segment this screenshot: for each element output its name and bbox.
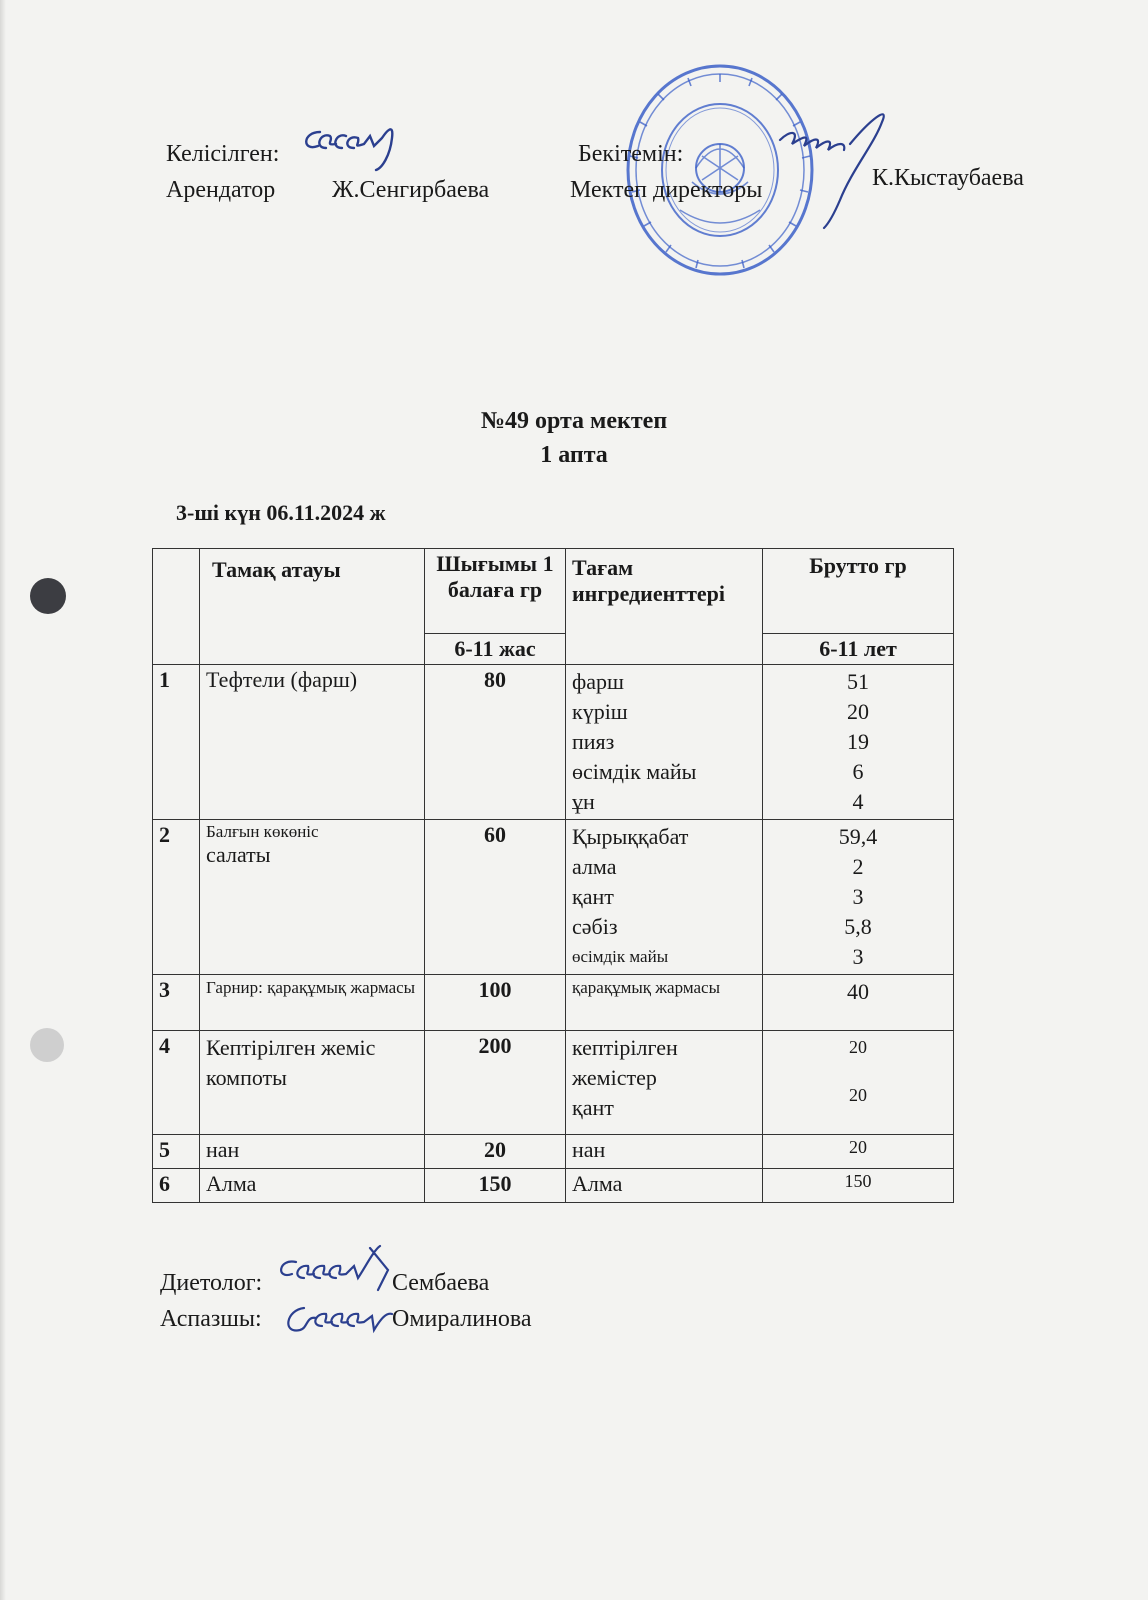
dish-name: Кептірілген жеміс компоты xyxy=(200,1031,425,1135)
school-title: №49 орта мектеп xyxy=(480,408,668,434)
ingredient: сәбіз xyxy=(572,914,618,939)
ingredient: пияз xyxy=(572,729,615,754)
dish-yield: 80 xyxy=(425,665,566,820)
punch-hole xyxy=(30,1028,64,1062)
brutto-list xyxy=(763,1031,954,1135)
menu-table xyxy=(152,548,954,1203)
brutto-value: 6 xyxy=(852,759,864,784)
agreed-label: Келісілген: xyxy=(166,141,280,167)
dish-name: Тефтели (фарш) xyxy=(200,665,425,820)
brutto-value: 19 xyxy=(847,729,869,754)
brutto-value: 40 xyxy=(847,979,869,1004)
cook-label: Аспазшы: xyxy=(160,1306,262,1332)
brutto-value: 20 xyxy=(849,1037,867,1057)
ingredient: қант xyxy=(572,884,614,909)
day-date: 3-ші күн 06.11.2024 ж xyxy=(176,500,386,525)
ingredients-list xyxy=(566,975,763,1031)
brutto-value: 20 xyxy=(763,1135,954,1169)
ingredients-list xyxy=(566,820,763,975)
week-title: 1 апта xyxy=(540,442,608,468)
brutto-value: 4 xyxy=(852,789,864,814)
ingredient: күріш xyxy=(572,699,628,724)
ingredient: нан xyxy=(566,1135,763,1169)
table-row xyxy=(153,820,954,975)
row-num: 1 xyxy=(153,665,200,820)
ingredient: өсімдік майы xyxy=(572,759,697,784)
brutto-list xyxy=(763,665,954,820)
header-dish-name: Тамақ атауы xyxy=(200,549,425,665)
header-ingredients: Тағам ингредиенттері xyxy=(566,549,763,665)
brutto-value: 3 xyxy=(852,884,864,909)
dish-name-cell xyxy=(200,975,425,1031)
ingredient: Алма xyxy=(566,1169,763,1203)
ingredient: фарш xyxy=(572,669,624,694)
ingredient: қарақұмық жармасы xyxy=(572,978,720,997)
dietitian-name: Сембаева xyxy=(392,1270,490,1296)
header-row xyxy=(153,549,954,634)
dietitian-label: Диетолог: xyxy=(160,1270,263,1296)
dish-name-small: Балғын көкөніс xyxy=(206,822,319,841)
dish-yield: 200 xyxy=(425,1031,566,1135)
ingredients-list xyxy=(566,1031,763,1135)
punch-hole xyxy=(30,578,66,614)
brutto-value: 150 xyxy=(763,1169,954,1203)
dish-name-cell xyxy=(200,820,425,975)
ingredients-list xyxy=(566,665,763,820)
brutto-value: 20 xyxy=(849,1085,867,1105)
brutto-list xyxy=(763,975,954,1031)
brutto-value: 2 xyxy=(852,854,864,879)
dish-yield: 150 xyxy=(425,1169,566,1203)
brutto-value: 5,8 xyxy=(844,914,872,939)
tenant-signature xyxy=(296,108,416,174)
ingredient: ұн xyxy=(572,789,595,814)
brutto-value: 3 xyxy=(852,944,864,969)
dish-name: Алма xyxy=(200,1169,425,1203)
brutto-value: 59,4 xyxy=(838,824,878,849)
dish-yield: 20 xyxy=(425,1135,566,1169)
ingredient: жемістер xyxy=(572,1065,657,1090)
header-yield-age: 6-11 жас xyxy=(425,634,566,665)
cook-signature xyxy=(276,1290,406,1346)
dish-name-small: Гарнир: қарақұмық жармасы xyxy=(206,978,416,997)
row-num: 5 xyxy=(153,1135,200,1169)
director-name: К.Кыстаубаева xyxy=(872,165,1024,191)
header-yield: Шығымы 1 балаға гр xyxy=(425,549,566,634)
director-label: Мектеп директоры xyxy=(570,177,763,203)
brutto-value: 20 xyxy=(847,699,869,724)
director-signature xyxy=(770,100,890,230)
dish-name: салаты xyxy=(206,842,271,867)
ingredient: қант xyxy=(572,1095,614,1120)
table-row xyxy=(153,1135,954,1169)
row-num: 3 xyxy=(153,975,200,1031)
table-row xyxy=(153,665,954,820)
table-row xyxy=(153,975,954,1031)
table-row xyxy=(153,1031,954,1135)
page-edge xyxy=(0,0,6,1600)
approved-label: Бекітемін: xyxy=(578,141,684,167)
ingredient: Қырыққабат xyxy=(572,824,689,849)
row-num: 6 xyxy=(153,1169,200,1203)
tenant-label: Арендатор xyxy=(166,177,276,203)
header-brutto-age: 6-11 лет xyxy=(763,634,954,665)
dish-yield: 100 xyxy=(425,975,566,1031)
brutto-value: 51 xyxy=(847,669,869,694)
tenant-name: Ж.Сенгирбаева xyxy=(332,177,490,203)
cook-name: Омиралинова xyxy=(392,1306,532,1332)
row-num: 2 xyxy=(153,820,200,975)
dish-name: нан xyxy=(200,1135,425,1169)
header-brutto: Брутто гр xyxy=(763,549,954,634)
row-num: 4 xyxy=(153,1031,200,1135)
table-row xyxy=(153,1169,954,1203)
ingredient: кептірілген xyxy=(572,1035,678,1060)
ingredient: өсімдік майы xyxy=(572,947,669,966)
ingredient: алма xyxy=(572,854,617,879)
brutto-list xyxy=(763,820,954,975)
header-num xyxy=(153,549,200,665)
dish-yield: 60 xyxy=(425,820,566,975)
